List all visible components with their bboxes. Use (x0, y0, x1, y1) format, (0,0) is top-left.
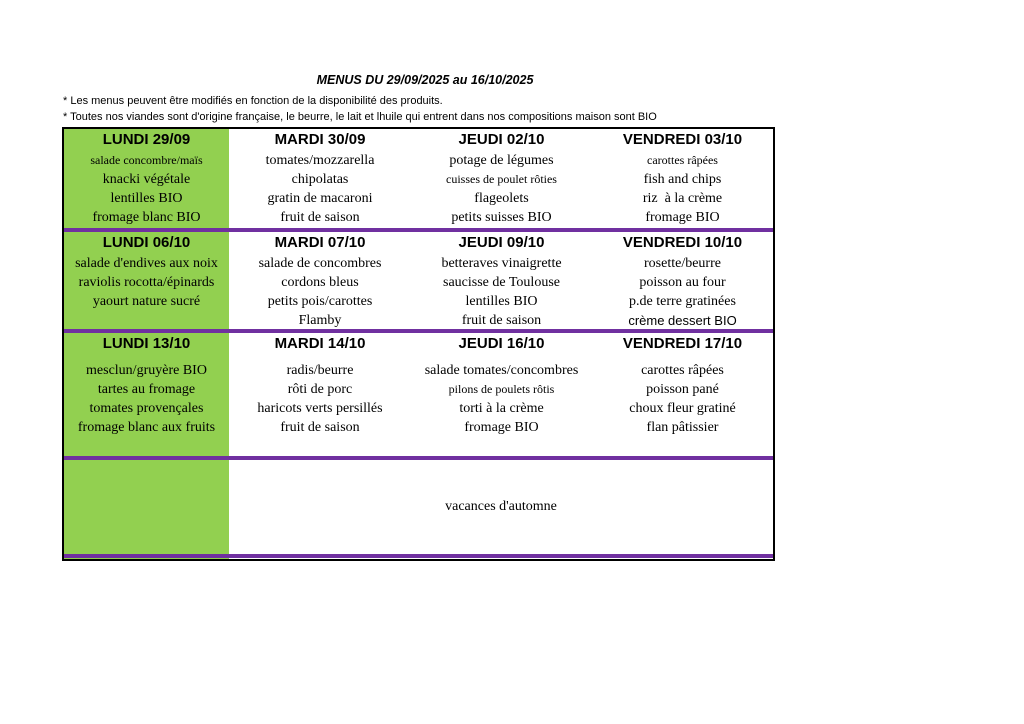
menu-item: potage de légumes (449, 153, 554, 168)
menu-item: knacki végétale (102, 172, 191, 187)
menu-item: fromage blanc aux fruits (77, 420, 216, 435)
menu-item: betteraves vinaigrette (441, 256, 562, 271)
day-jeudi-week-2 (411, 232, 592, 329)
menu-item: Flamby (298, 313, 342, 328)
day-header: LUNDI 13/10 (102, 335, 191, 352)
menu-item: fromage BIO (464, 420, 539, 435)
week-4 (64, 460, 773, 554)
menu-item: p.de terre gratinées (629, 294, 736, 309)
menu-item: petits suisses BIO (451, 210, 552, 225)
menu-item: petits pois/carottes (267, 294, 373, 309)
menu-item: flan pâtissier (646, 420, 719, 435)
menu-item: tomates/mozzarella (265, 153, 375, 168)
menu-item-list (411, 254, 592, 330)
day-header: LUNDI 06/10 (102, 234, 191, 251)
menu-item: salade de concombres (258, 256, 382, 271)
menu-table (62, 127, 775, 561)
week-2 (64, 232, 773, 329)
menu-item: fruit de saison (461, 313, 542, 328)
menu-item-list (229, 254, 411, 330)
menu-item-list (592, 151, 773, 227)
day-mardi-week-1 (229, 129, 411, 228)
menu-item: torti à la crème (459, 401, 544, 416)
week-separator (64, 554, 773, 558)
day-jeudi-week-1 (411, 129, 592, 228)
menu-item: poisson au four (639, 275, 726, 290)
menu-item: gratin de macaroni (267, 191, 373, 206)
menu-item: riz à la crème (642, 191, 723, 206)
day-mardi-week-3 (229, 333, 411, 456)
menu-item-list (592, 254, 773, 330)
menu-item: lentilles BIO (465, 294, 538, 309)
day-lundi-week-1 (64, 129, 229, 228)
menu-item: carottes râpées (641, 363, 724, 378)
menu-item: yaourt nature sucré (92, 294, 201, 309)
menu-item: salade concombre/maïs (90, 153, 203, 167)
menu-item: haricots verts persillés (257, 401, 383, 416)
day-header: JEUDI 02/10 (458, 131, 545, 148)
menu-item: pilons de poulets rôtis (448, 382, 555, 396)
menu-item: lentilles BIO (110, 191, 183, 206)
menu-item: fromage blanc BIO (92, 210, 201, 225)
menu-item: crème dessert BIO (628, 313, 737, 328)
note-origin-bio: * Toutes nos viandes sont d'origine française, le beurre, le lait et lhuile qui entrent dans nos compositions maison sont BIO (63, 111, 657, 123)
menu-item: carottes râpées (647, 153, 718, 167)
menu-item: raviolis rocotta/épinards (78, 275, 215, 290)
note-menu-changes: * Les menus peuvent être modifiés en fonction de la disponibilité des produits. (63, 95, 443, 107)
menu-item-list (411, 361, 592, 437)
menu-item: salade d'endives aux noix (75, 256, 218, 271)
menu-item: rôti de porc (287, 382, 353, 397)
day-lundi-week-3 (64, 333, 229, 456)
menu-item: salade tomates/concombres (424, 363, 579, 378)
menu-item: fish and chips (643, 172, 722, 187)
day-vendredi-week-2 (592, 232, 773, 329)
menu-item-list (229, 151, 411, 227)
page-title: MENUS DU 29/09/2025 au 16/10/2025 (316, 73, 534, 87)
menu-item: fromage BIO (645, 210, 720, 225)
menu-item: cordons bleus (281, 275, 359, 290)
day-header: LUNDI 29/09 (102, 131, 191, 148)
menu-item-list (64, 254, 229, 311)
day-mardi-week-2 (229, 232, 411, 329)
menu-item: rosette/beurre (644, 256, 721, 271)
day-vendredi-week-3 (592, 333, 773, 456)
menu-item: flageolets (474, 191, 529, 206)
day-header: JEUDI 09/10 (458, 234, 545, 251)
week-1 (64, 129, 773, 228)
day-vendredi-week-1 (592, 129, 773, 228)
menu-item: fruit de saison (280, 210, 360, 225)
holiday-label: vacances d'automne (445, 499, 557, 514)
menu-item-list (64, 361, 229, 437)
menu-item-list (64, 151, 229, 227)
menu-item: tartes au fromage (97, 382, 196, 397)
menu-item: cuisses de poulet rôties (446, 172, 557, 186)
day-header: MARDI 30/09 (274, 131, 366, 148)
menu-item-list (411, 151, 592, 227)
day-header: VENDREDI 17/10 (622, 335, 743, 352)
day-jeudi-week-3 (411, 333, 592, 456)
menu-item-list (229, 361, 411, 437)
day-lundi-week-2 (64, 232, 229, 329)
menu-item: chipolatas (291, 172, 349, 187)
menu-item: saucisse de Toulouse (443, 275, 560, 290)
menu-item: poisson pané (646, 382, 719, 397)
week-3 (64, 333, 773, 456)
day-header: JEUDI 16/10 (458, 335, 545, 352)
day-header: MARDI 07/10 (274, 234, 366, 251)
menu-item-list (592, 361, 773, 437)
menu-item: mesclun/gruyère BIO (86, 363, 207, 378)
menu-item: choux fleur gratiné (629, 401, 736, 416)
day-header: VENDREDI 03/10 (622, 131, 743, 148)
menu-item: fruit de saison (280, 420, 360, 435)
menu-item: radis/beurre (286, 363, 354, 378)
menu-item: tomates provençales (89, 401, 204, 416)
day-header: MARDI 14/10 (274, 335, 366, 352)
day-header: VENDREDI 10/10 (622, 234, 743, 251)
